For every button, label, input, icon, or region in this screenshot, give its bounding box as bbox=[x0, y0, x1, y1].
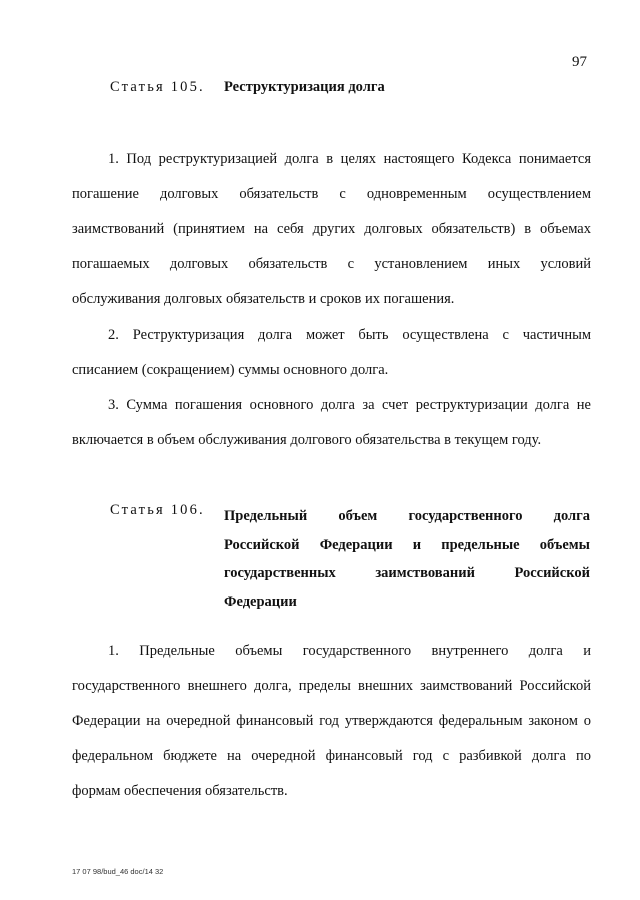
page-number: 97 bbox=[572, 54, 587, 70]
article-106-label: Статья 106. bbox=[110, 502, 205, 518]
article-105-title: Реструктуризация долга bbox=[224, 79, 385, 95]
article-105-label: Статья 105. bbox=[110, 79, 205, 95]
paragraph-line: заимствований (принятием на себя других долговых обязательств) в объемах bbox=[72, 221, 591, 237]
article-105-paragraph-2 bbox=[72, 318, 591, 388]
paragraph-line: 3. Сумма погашения основного долга за счет реструктуризации долга не bbox=[108, 397, 591, 413]
paragraph-line: 1. Под реструктуризацией долга в целях настоящего Кодекса понимается bbox=[108, 151, 591, 167]
title-line: Предельный объем государственного долга bbox=[224, 508, 590, 524]
paragraph-line: погашаемых долговых обязательств с установлением иных условий bbox=[72, 256, 591, 272]
paragraph-line: 2. Реструктуризация долга может быть осуществлена с частичным bbox=[108, 327, 591, 343]
title-line: Федерации bbox=[224, 593, 297, 610]
paragraph-line: погашение долговых обязательств с одновременным осуществлением bbox=[72, 186, 591, 202]
article-106-heading bbox=[110, 502, 590, 616]
paragraph-line: Федерации на очередной финансовый год утверждаются федеральным законом о bbox=[72, 713, 591, 729]
title-line: Российской Федерации и предельные объемы bbox=[224, 536, 590, 553]
paragraph-line: государственного внешнего долга, пределы внешних заимствований Российской bbox=[72, 678, 591, 694]
paragraph-line: 1. Предельные объемы государственного внутреннего долга и bbox=[108, 643, 591, 659]
paragraph-line: включается в объем обслуживания долгового обязательства в текущем году. bbox=[72, 432, 542, 448]
title-line: государственных заимствований Российской bbox=[224, 565, 590, 581]
paragraph-line: списанием (сокращением) суммы основного долга. bbox=[72, 362, 389, 378]
document-footer: 17 07 98/bud_46 doc/14 32 bbox=[72, 867, 164, 876]
article-105-heading bbox=[110, 79, 385, 96]
paragraph-line: формам обеспечения обязательств. bbox=[72, 783, 288, 799]
paragraph-line: федеральном бюджете на очередной финансовый год с разбивкой долга по bbox=[72, 748, 591, 764]
article-105-paragraph-3 bbox=[72, 388, 591, 458]
article-106-paragraph-1 bbox=[72, 634, 591, 809]
article-105-paragraph-1 bbox=[72, 142, 591, 317]
article-106-title bbox=[224, 502, 590, 616]
paragraph-line: обслуживания долговых обязательств и сроков их погашения. bbox=[72, 291, 455, 307]
